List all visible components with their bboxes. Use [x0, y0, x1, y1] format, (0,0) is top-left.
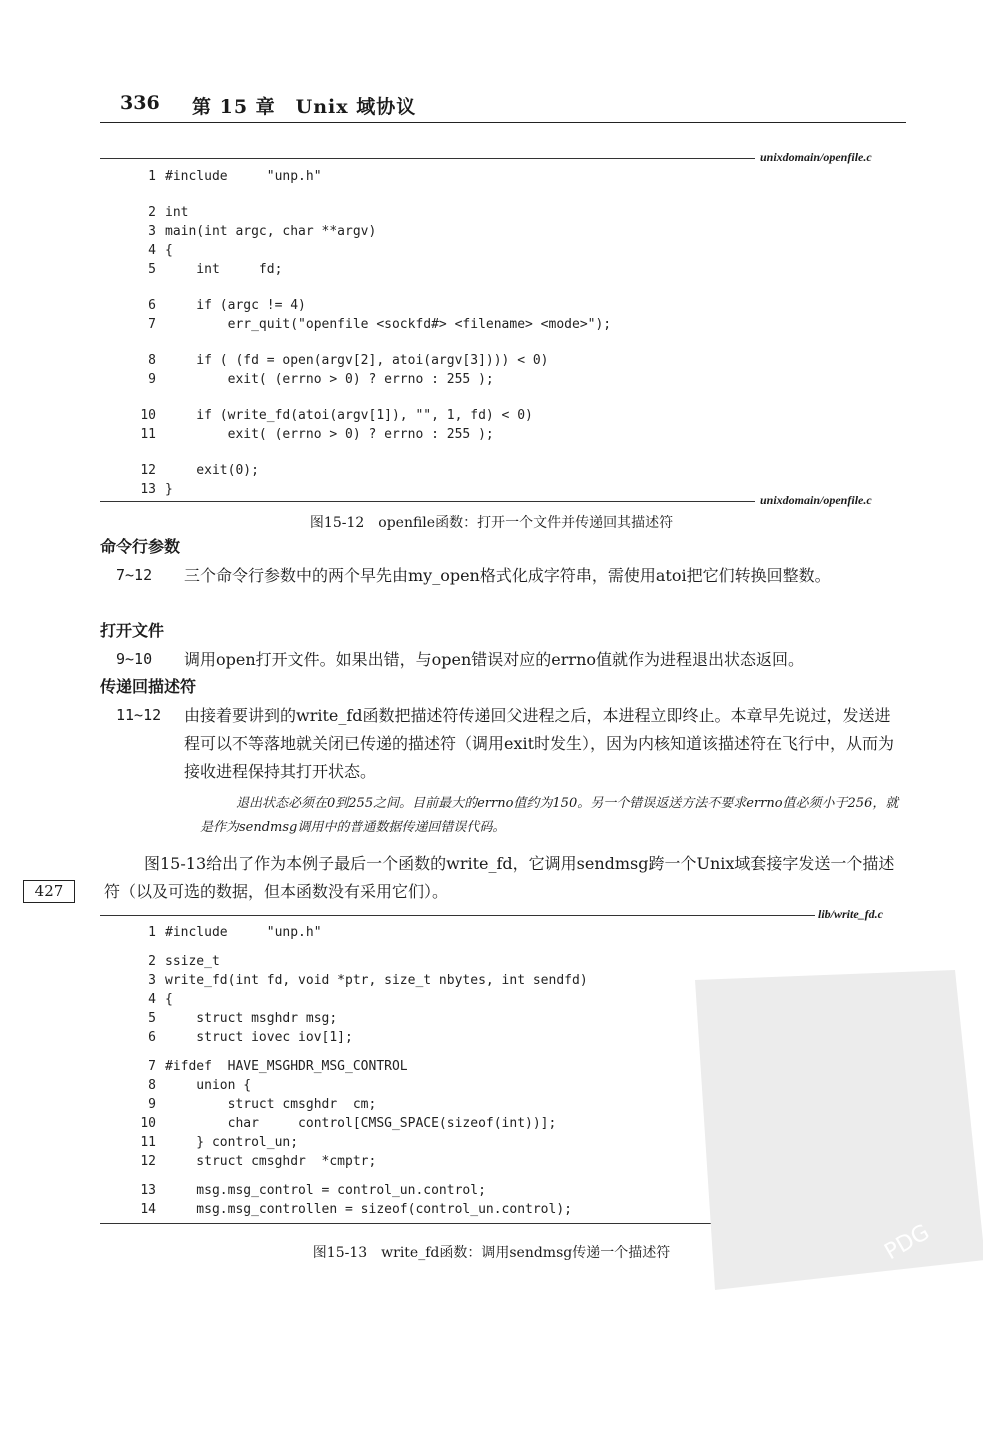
line-range: 9~10 [116, 650, 153, 668]
line-number: 7 [148, 317, 156, 332]
line-number: 11 [140, 1135, 156, 1150]
code-text: struct msghdr msg; [165, 1011, 338, 1026]
code-line [130, 990, 588, 1009]
line-number: 3 [148, 224, 156, 239]
code-listing-openfile [130, 167, 611, 499]
code-text: struct cmsghdr cm; [165, 1097, 377, 1112]
watermark-seal [655, 960, 983, 1300]
section-text: 调用open打开文件。如果出错，与open错误对应的errno值就作为进程退出状态返回。 [184, 650, 805, 669]
code-text: msg.msg_control = control_un.control; [165, 1183, 486, 1198]
line-number: 12 [140, 463, 156, 478]
code-text: if ( (fd = open(argv[2], atoi(argv[3]))) < 0) [165, 353, 549, 368]
code-text: #ifdef HAVE_MSGHDR_MSG_CONTROL [165, 1059, 408, 1074]
listing1-filename-top: unixdomain/openfile.c [760, 150, 872, 164]
line-range: 11~12 [116, 706, 162, 724]
code-line [130, 241, 611, 260]
code-text: int [165, 205, 189, 220]
code-text: { [165, 992, 173, 1007]
code-text: struct cmsghdr *cmptr; [165, 1154, 377, 1169]
code-line [130, 222, 611, 241]
line-number: 4 [148, 992, 156, 1007]
code-text: } control_un; [165, 1135, 299, 1150]
code-line [130, 203, 611, 222]
code-text: if (argc != 4) [165, 298, 306, 313]
code-line [130, 923, 588, 942]
code-text: err_quit("openfile <sockfd#> <filename> <mode>"); [165, 317, 612, 332]
code-line [130, 1152, 588, 1171]
code-text: int fd; [165, 262, 283, 277]
line-number: 1 [148, 169, 156, 184]
code-line [130, 406, 611, 425]
code-line [130, 461, 611, 480]
code-line [130, 480, 611, 499]
line-number: 10 [140, 408, 156, 423]
line-number: 2 [148, 205, 156, 220]
section-text: 三个命令行参数中的两个早先由my_open格式化成字符串，需使用atoi把它们转换回整数。 [184, 566, 831, 585]
page-number: 336 [120, 92, 160, 114]
code-line [130, 1076, 588, 1095]
watermark-label: PDG [880, 1219, 934, 1266]
code-line [130, 425, 611, 444]
code-line [130, 1133, 588, 1152]
code-text: msg.msg_controllen = sizeof(control_un.control); [165, 1202, 572, 1217]
code-text: exit( (errno > 0) ? errno : 255 ); [165, 372, 494, 387]
listing-rule-top [100, 158, 755, 159]
code-text: main(int argc, char **argv) [165, 224, 377, 239]
code-line [130, 1181, 588, 1200]
code-listing-write-fd [130, 923, 588, 1219]
code-line [130, 370, 611, 389]
code-text: #include "unp.h" [165, 925, 322, 940]
line-number: 7 [148, 1059, 156, 1074]
code-text: exit( (errno > 0) ? errno : 255 ); [165, 427, 494, 442]
code-line [130, 1095, 588, 1114]
code-text: write_fd(int fd, void *ptr, size_t nbytes, int sendfd) [165, 973, 588, 988]
code-line [130, 1114, 588, 1133]
code-line [130, 260, 611, 279]
figure-caption-15-13: 图15-13 write_fd函数：调用sendmsg传递一个描述符 [312, 1245, 671, 1261]
line-number: 2 [148, 954, 156, 969]
chapter-title: 第 15 章 Unix 域协议 [192, 96, 417, 118]
line-number: 3 [148, 973, 156, 988]
line-number: 6 [148, 1030, 156, 1045]
line-number: 1 [148, 925, 156, 940]
code-line [130, 1057, 588, 1076]
listing-rule-bottom [100, 501, 755, 502]
watermark-shape [695, 970, 983, 1290]
line-number: 8 [148, 1078, 156, 1093]
line-range: 7~12 [116, 566, 153, 584]
code-line [130, 1028, 588, 1047]
code-line [130, 952, 588, 971]
listing2-rule-top [100, 915, 815, 916]
code-text: struct iovec iov[1]; [165, 1030, 353, 1045]
code-text: char control[CMSG_SPACE(sizeof(int))]; [165, 1116, 557, 1131]
line-number: 10 [140, 1116, 156, 1131]
listing2-filename-top: lib/write_fd.c [818, 907, 883, 921]
line-number: 12 [140, 1154, 156, 1169]
body-paragraph: 图15-13给出了作为本例子最后一个函数的write_fd，它调用sendmsg跨一个Unix域套接字发送一个描述符（以及可选的数据，但本函数没有采用它们）。 [104, 854, 895, 901]
line-number: 5 [148, 1011, 156, 1026]
code-text: ssize_t [165, 954, 220, 969]
code-text: union { [165, 1078, 252, 1093]
code-text: { [165, 243, 173, 258]
section-heading: 命令行参数 [100, 537, 181, 556]
code-text: exit(0); [165, 463, 259, 478]
line-number: 13 [140, 482, 156, 497]
line-number: 4 [148, 243, 156, 258]
line-number: 11 [140, 427, 156, 442]
section-text: 由接着要讲到的write_fd函数把描述符传递回父进程之后，本进程立即终止。本章早先说过，发送进程可以不等落地就关闭已传递的描述符（调用exit时发生），因为内核知道该描述符在飞行中，从而为接收进程保持其打开状态。 [184, 706, 895, 781]
code-line [130, 315, 611, 334]
code-line [130, 167, 611, 186]
figure-caption-15-12: 图15-12 openfile函数：打开一个文件并传递回其描述符 [309, 515, 674, 531]
line-number: 5 [148, 262, 156, 277]
code-line [130, 296, 611, 315]
code-line [130, 1009, 588, 1028]
listing1-filename-bottom: unixdomain/openfile.c [760, 493, 872, 507]
line-number: 14 [140, 1202, 156, 1217]
line-number: 9 [148, 372, 156, 387]
code-line [130, 1200, 588, 1219]
page-header [100, 92, 906, 123]
section-heading: 打开文件 [100, 621, 165, 640]
line-number: 13 [140, 1183, 156, 1198]
margin-page-number: 427 [23, 880, 75, 903]
note-text: 退出状态必须在0到255之间。目前最大的errno值约为150。另一个错误返送方法不要求errno值必须小于256，就是作为sendmsg调用中的普通数据传递回错误代码。 [200, 796, 899, 835]
line-number: 8 [148, 353, 156, 368]
section-heading: 传递回描述符 [100, 677, 197, 696]
code-text: if (write_fd(atoi(argv[1]), "", 1, fd) < 0) [165, 408, 533, 423]
code-text: } [165, 482, 173, 497]
code-line [130, 971, 588, 990]
line-number: 9 [148, 1097, 156, 1112]
code-text: #include "unp.h" [165, 169, 322, 184]
code-line [130, 351, 611, 370]
line-number: 6 [148, 298, 156, 313]
